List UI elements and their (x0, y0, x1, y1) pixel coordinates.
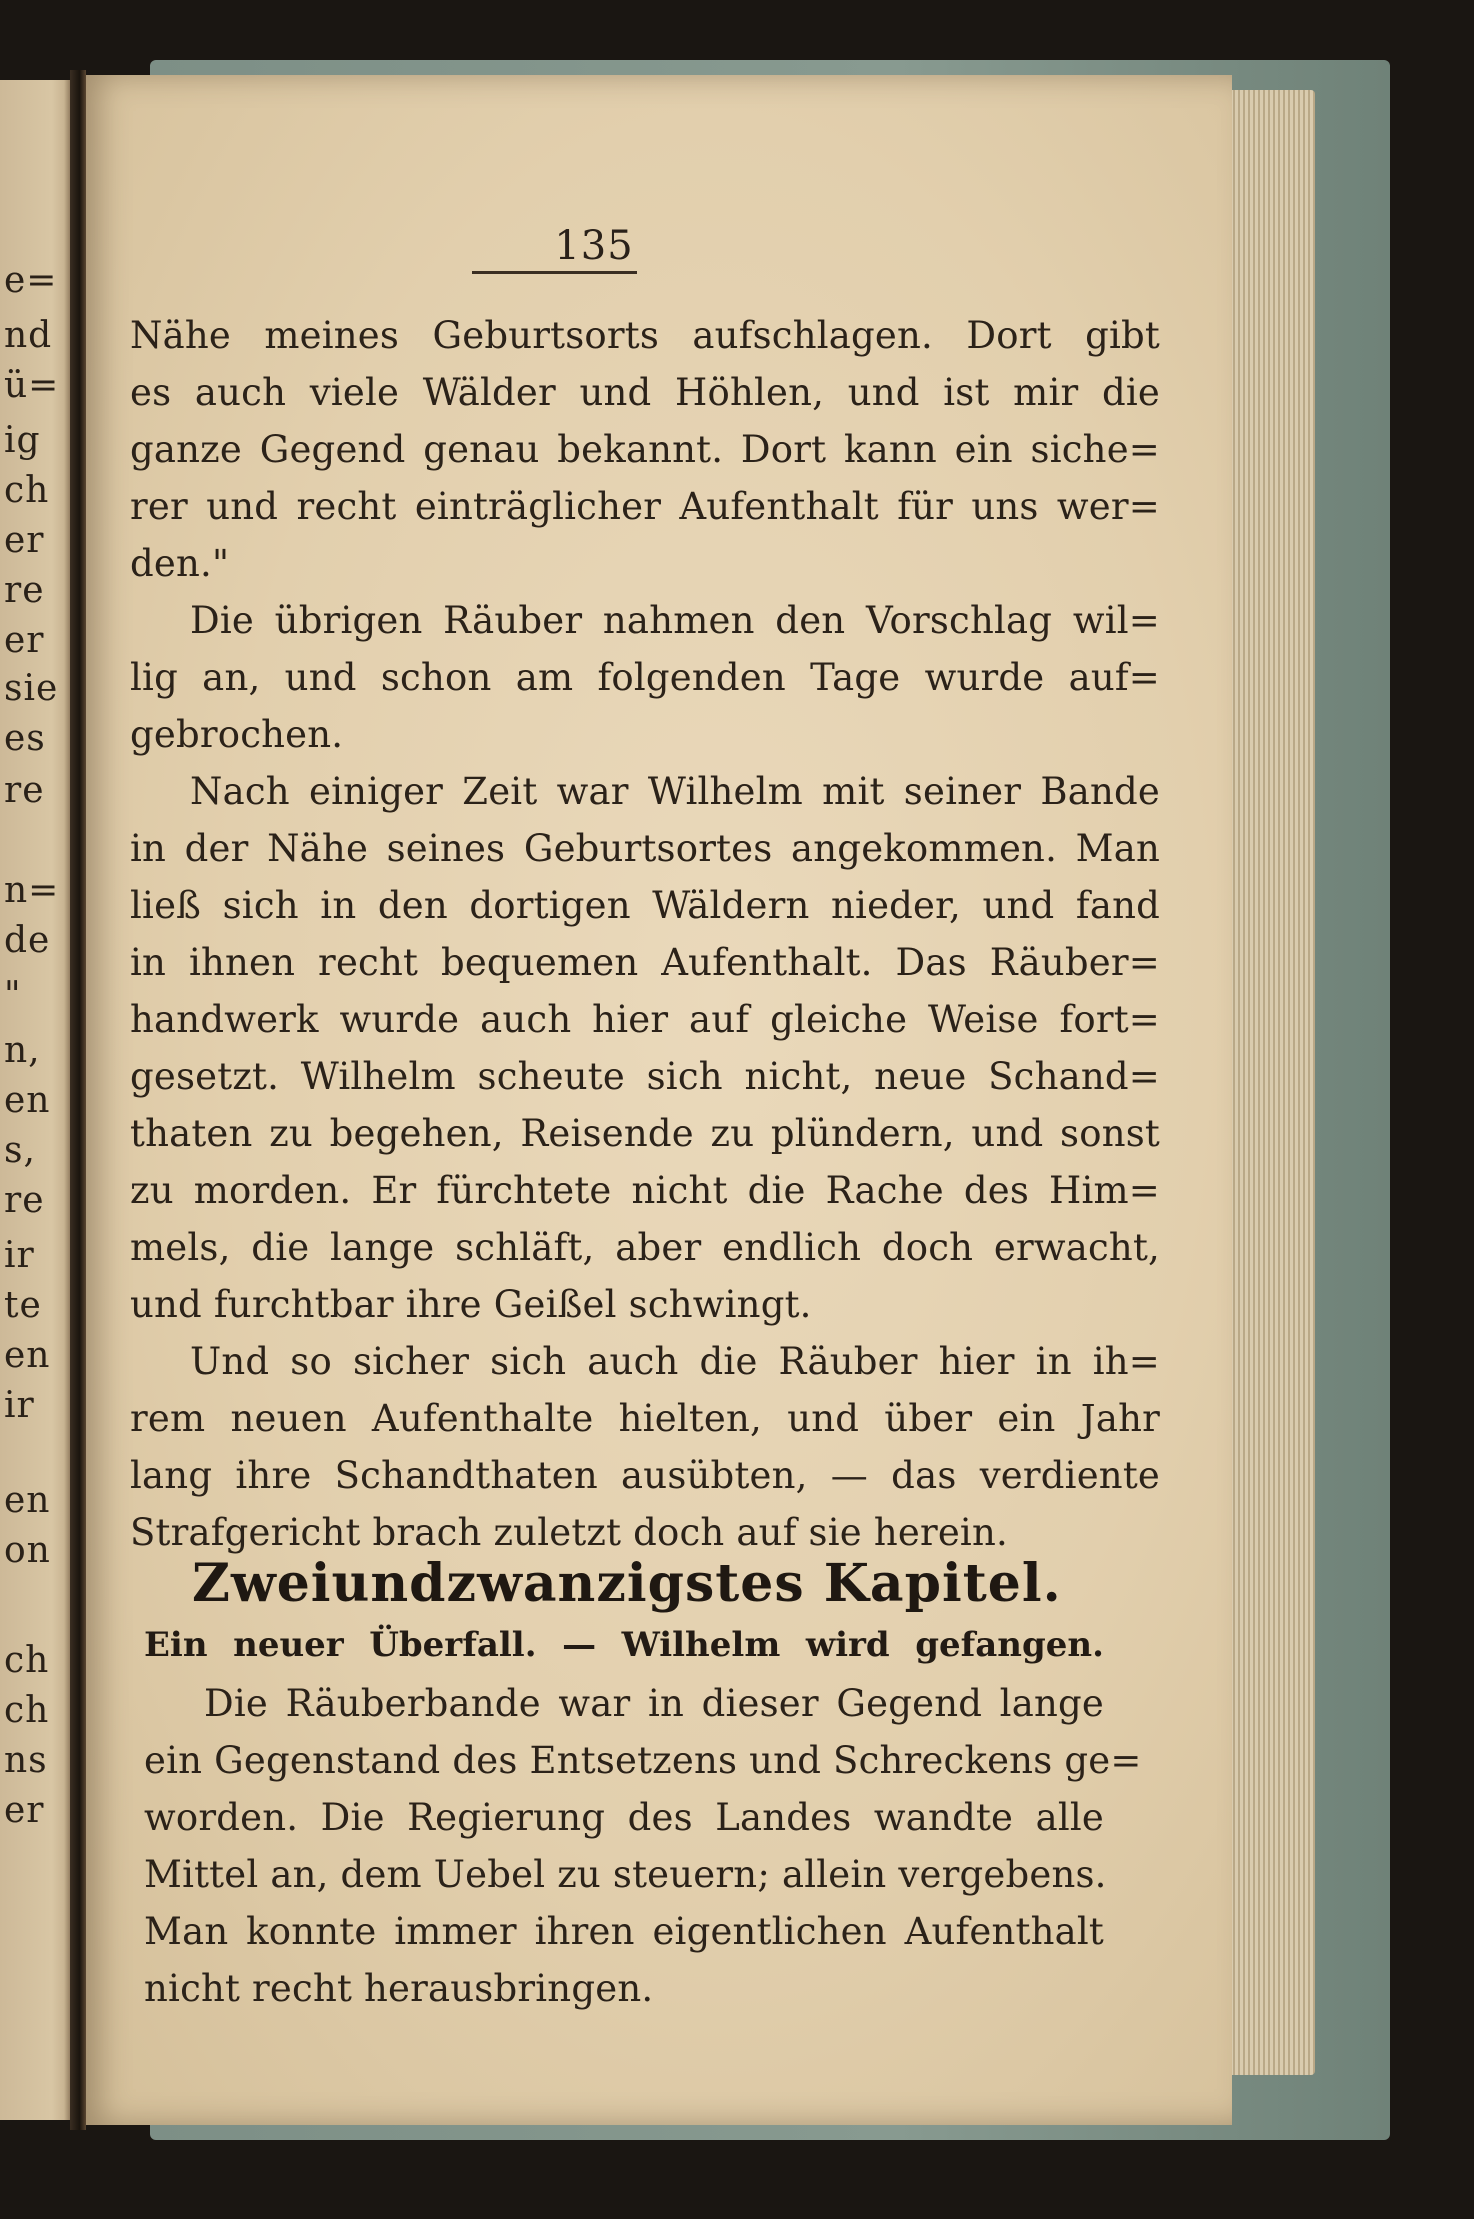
left-page-fragment: ch (4, 470, 50, 511)
left-page-fragment: re (4, 770, 45, 811)
left-page-fragment: on (4, 1530, 51, 1571)
body-text-bottom (144, 1675, 1142, 2017)
left-page-fragment: s, (4, 1130, 36, 1171)
text-line: und furchtbar ihre Geißel schwingt. (130, 1283, 812, 1326)
text-line: Man konnte immer ihren eigentlichen Aufenthalt (144, 1910, 1104, 1953)
chapter-title: Zweiundzwanzigstes Kapitel. (192, 1553, 1062, 1614)
text-line: ließ sich in den dortigen Wäldern nieder, und fand (130, 884, 1160, 927)
text-line: worden. Die Regierung des Landes wandte alle (144, 1796, 1104, 1839)
page-number-rule (472, 271, 637, 274)
text-line: Nach einiger Zeit war Wilhelm mit seiner Bande (190, 770, 1160, 813)
left-page-fragment: en (4, 1080, 51, 1121)
left-page-fragment: re (4, 1180, 45, 1221)
left-page-fragment: er (4, 620, 45, 661)
left-page-fragment: ch (4, 1690, 50, 1731)
left-page-fragment: ir (4, 1235, 35, 1276)
left-page-fragment: n= (4, 870, 60, 911)
text-line: rem neuen Aufenthalte hielten, und über ein Jahr (130, 1397, 1160, 1440)
text-line: Nähe meines Geburtsorts aufschlagen. Dort gibt (130, 314, 1160, 357)
text-line: Und so sicher sich auch die Räuber hier in ih= (190, 1340, 1160, 1383)
left-page-fragment: de (4, 920, 51, 961)
text-line: Mittel an, dem Uebel zu steuern; allein vergebens. (144, 1853, 1107, 1896)
text-line: ganze Gegend genau bekannt. Dort kann ein siche= (130, 428, 1160, 471)
left-page-fragment: en (4, 1335, 51, 1376)
chapter-subtitle: Ein neuer Überfall. — Wilhelm wird gefangen. (144, 1625, 1104, 1665)
left-page-fragment: n, (4, 1030, 41, 1071)
text-line: es auch viele Wälder und Höhlen, und ist mir die (130, 371, 1160, 414)
left-page-fragment: er (4, 1790, 45, 1831)
page-edges (1225, 90, 1315, 2075)
text-line: lang ihre Schandthaten ausübten, — das verdiente (130, 1454, 1160, 1497)
left-page-fragment: ch (4, 1640, 50, 1681)
left-page-fragment: nd (4, 315, 53, 356)
left-page-fragment: ns (4, 1740, 48, 1781)
text-line: gebrochen. (130, 713, 344, 756)
page-number: 135 (554, 223, 634, 269)
text-line: Die Räuberbande war in dieser Gegend lange (204, 1682, 1104, 1725)
text-line: mels, die lange schläft, aber endlich doch erwacht, (130, 1226, 1160, 1269)
left-page-fragment: " (4, 975, 22, 1016)
body-text-top (130, 307, 1160, 1561)
text-line: Strafgericht brach zuletzt doch auf sie herein. (130, 1511, 1008, 1554)
left-page-fragment: es (4, 718, 46, 759)
text-line: gesetzt. Wilhelm scheute sich nicht, neue Schand= (130, 1055, 1160, 1098)
text-line: Die übrigen Räuber nahmen den Vorschlag wil= (190, 599, 1160, 642)
left-page-fragment: re (4, 570, 45, 611)
text-line: in der Nähe seines Geburtsortes angekommen. Man (130, 827, 1160, 870)
text-line: rer und recht einträglicher Aufenthalt für uns wer= (130, 485, 1160, 528)
left-page-fragment: te (4, 1285, 42, 1326)
text-line: thaten zu begehen, Reisende zu plündern, und sonst (130, 1112, 1160, 1155)
left-page-fragment: sie (4, 668, 59, 709)
right-page (82, 75, 1232, 2125)
left-page-fragment: ir (4, 1385, 35, 1426)
left-page-fragment: er (4, 520, 45, 561)
text-line: ein Gegenstand des Entsetzens und Schreckens ge= (144, 1739, 1142, 1782)
left-page-fragment: ig (4, 420, 41, 461)
left-page-fragment: e= (4, 260, 58, 301)
text-line: nicht recht herausbringen. (144, 1967, 654, 2010)
text-line: zu morden. Er fürchtete nicht die Rache des Him= (130, 1169, 1160, 1212)
left-page-fragment: en (4, 1480, 51, 1521)
text-line: lig an, und schon am folgenden Tage wurde auf= (130, 656, 1160, 699)
book-spine-shadow (70, 70, 86, 2130)
text-line: den." (130, 542, 230, 585)
text-line: handwerk wurde auch hier auf gleiche Weise fort= (130, 998, 1160, 1041)
left-page-fragment: ü= (4, 365, 60, 406)
left-facing-page (0, 80, 74, 2120)
text-line: in ihnen recht bequemen Aufenthalt. Das Räuber= (130, 941, 1160, 984)
